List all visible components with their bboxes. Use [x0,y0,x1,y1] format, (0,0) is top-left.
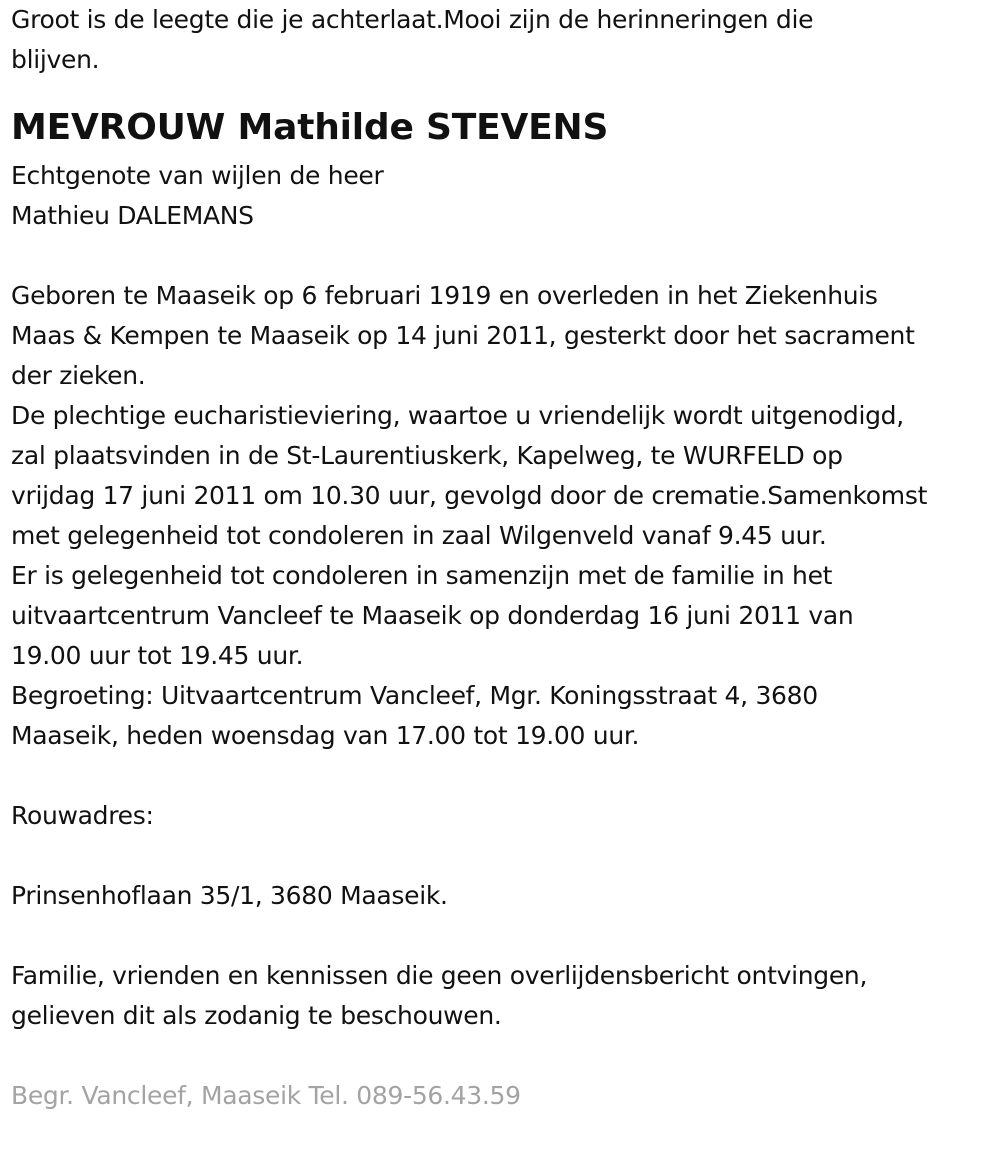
body-line: met gelegenheid tot condoleren in zaal Wilgenveld vanaf 9.45 uur. [11,521,827,550]
mourning-address-label: Rouwadres: [11,801,154,830]
body-line: zal plaatsvinden in de St-Laurentiuskerk, Kapelweg, te WURFELD op [11,441,843,470]
body-line: uitvaartcentrum Vancleef te Maaseik op donderdag 16 juni 2011 van [11,601,854,630]
mourning-address: Prinsenhoflaan 35/1, 3680 Maaseik. [11,881,448,910]
body-line: De plechtige eucharistieviering, waartoe u vriendelijk wordt uitgenodigd, [11,401,904,430]
motto [11,0,993,80]
body-line: Maas & Kempen te Maaseik op 14 juni 2011, gesterkt door het sacrament [11,321,915,350]
spacer [11,836,993,876]
body-line: Er is gelegenheid tot condoleren in samenzijn met de familie in het [11,561,833,590]
body-line: 19.00 uur tot 19.45 uur. [11,641,304,670]
spouse-info [11,156,993,236]
spacer [11,756,993,796]
spacer [11,1036,993,1076]
spacer [11,236,993,276]
spouse-line: Mathieu DALEMANS [11,201,254,230]
deceased-name: MEVROUW Mathilde STEVENS [11,107,609,148]
body-line: Maaseik, heden woensdag van 17.00 tot 19.00 uur. [11,721,640,750]
notice-body [11,276,993,756]
closing-line: Familie, vrienden en kennissen die geen overlijdensbericht ontvingen, [11,961,868,990]
spouse-line: Echtgenote van wijlen de heer [11,161,384,190]
body-line: Geboren te Maaseik op 6 februari 1919 en overleden in het Ziekenhuis [11,281,878,310]
body-line: vrijdag 17 juni 2011 om 10.30 uur, gevolgd door de crematie.Samenkomst [11,481,928,510]
motto-line: Groot is de leegte die je achterlaat.Mooi zijn de herinneringen die [11,5,814,34]
funeral-director-footer: Begr. Vancleef, Maaseik Tel. 089-56.43.59 [11,1081,521,1110]
death-notice [11,0,993,1116]
spacer [11,916,993,956]
body-line: der zieken. [11,361,146,390]
body-line: Begroeting: Uitvaartcentrum Vancleef, Mgr. Koningsstraat 4, 3680 [11,681,818,710]
closing-line: gelieven dit als zodanig te beschouwen. [11,1001,502,1030]
motto-line: blijven. [11,45,100,74]
closing-note [11,956,993,1036]
